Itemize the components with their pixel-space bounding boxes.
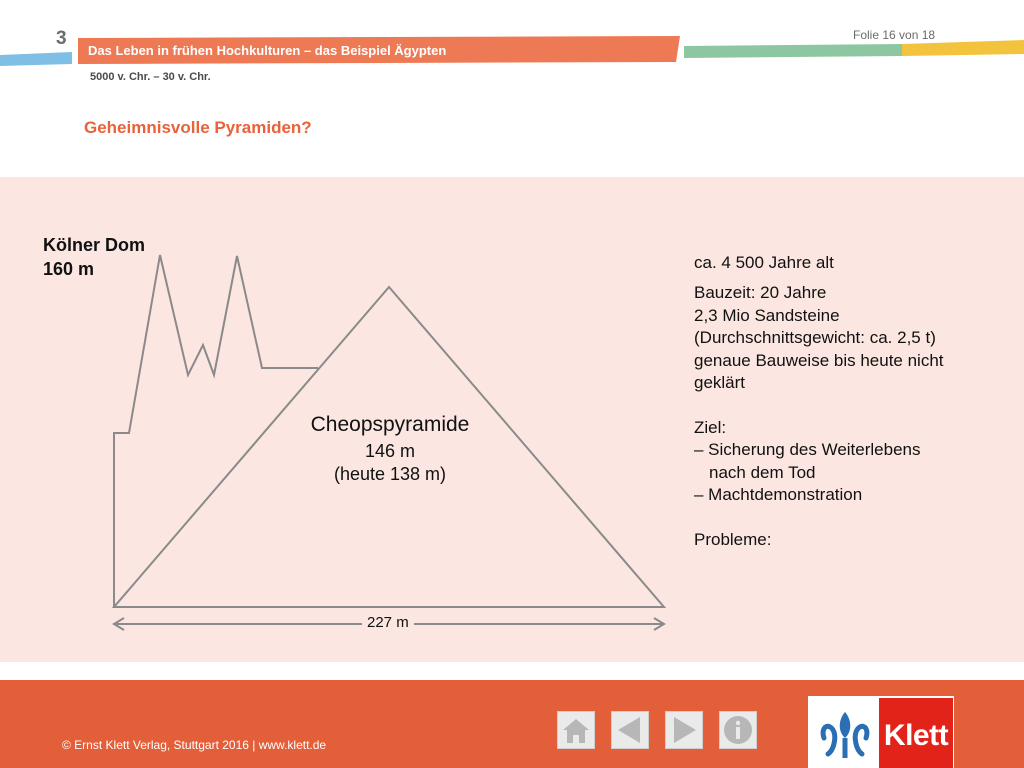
info-stones: 2,3 Mio Sandsteine xyxy=(694,305,840,325)
header-subtitle: 5000 v. Chr. – 30 v. Chr. xyxy=(90,71,211,83)
info-text-block xyxy=(694,252,994,551)
info-goal-heading: Ziel: xyxy=(694,417,727,437)
slide-heading: Geheimnisvolle Pyramiden? xyxy=(84,118,312,137)
home-icon xyxy=(558,712,594,748)
info-goal1-line2: nach dem Tod xyxy=(709,462,816,482)
info-construction-time: Bauzeit: 20 Jahre xyxy=(694,283,827,303)
slide-counter: Folie 16 von 18 xyxy=(853,28,936,42)
info-goal2: – Machtdemonstration xyxy=(694,485,863,505)
home-button[interactable] xyxy=(557,711,595,749)
klett-symbol-icon xyxy=(812,698,878,768)
info-spacer-2 xyxy=(694,506,994,528)
next-slide-button[interactable] xyxy=(665,711,703,749)
previous-slide-button[interactable] xyxy=(611,711,649,749)
info-icon xyxy=(720,712,756,748)
cathedral-name: Kölner Dom xyxy=(43,235,146,255)
info-method-line2: geklärt xyxy=(694,373,746,393)
arrow-left-icon xyxy=(612,712,648,748)
header-title: Das Leben in frühen Hochkulturen – das Beispiel Ägypten xyxy=(88,43,447,58)
chapter-number: 3 xyxy=(56,28,67,49)
info-age: ca. 4 500 Jahre alt xyxy=(694,253,834,272)
pyramid-height-today: (heute 138 m) xyxy=(333,464,447,484)
info-stone-weight: (Durchschnittsgewicht: ca. 2,5 t) xyxy=(694,328,936,348)
header-stripe-green xyxy=(684,44,902,58)
info-goal1-line1: – Sicherung des Weiterlebens xyxy=(694,440,921,460)
info-spacer xyxy=(694,394,994,416)
info-method-line1: genaue Bauweise bis heute nicht xyxy=(694,350,944,370)
cathedral-height: 160 m xyxy=(43,259,95,279)
cathedral-label xyxy=(43,233,145,281)
arrow-right-icon xyxy=(666,712,702,748)
info-problems-heading: Probleme: xyxy=(694,529,772,549)
header-stripe-blue xyxy=(0,52,72,66)
pyramid-height: 146 m xyxy=(364,441,416,461)
klett-logo-text: Klett xyxy=(883,719,949,752)
copyright-text: © Ernst Klett Verlag, Stuttgart 2016 | www.klett.de xyxy=(62,738,327,752)
pyramid-name: Cheopspyramide xyxy=(310,413,470,436)
base-width-label: 227 m xyxy=(362,614,414,631)
header-stripe-yellow xyxy=(902,40,1024,56)
info-button[interactable] xyxy=(719,711,757,749)
